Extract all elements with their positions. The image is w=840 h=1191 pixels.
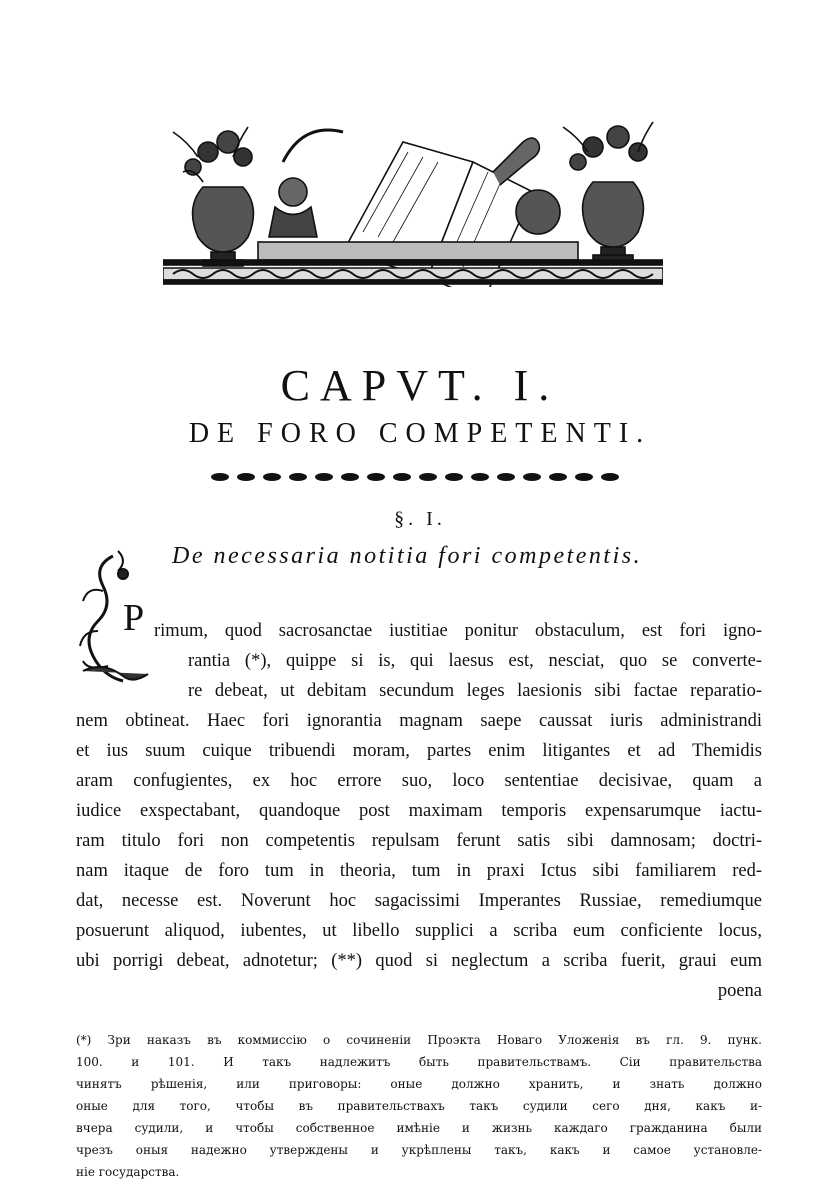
footnote-line: чрезъ оныя надежно утверждены и укрѣплены такъ, какъ и самое установле-: [76, 1143, 762, 1157]
footnote-line: оные для того, чтобы въ правительствахъ такъ судили сего дня, какъ и-: [76, 1099, 762, 1113]
body-line: aram confugientes, ex hoc errore suo, loco sententiae decisivae, quam a: [76, 771, 762, 791]
ornamental-rule-icon: [208, 470, 622, 484]
body-line: ram titulo fori non competentis repulsam ferunt satis sibi damnosam; doctri-: [76, 831, 762, 851]
body-line: posuerunt aliquod, iubentes, ut libello supplici a scriba eum conficiente locus,: [76, 921, 762, 941]
body-line: nam itaque de foro tum in theoria, tum in praxi Ictus sibi familiarem red-: [76, 861, 762, 881]
footnote-line: (*) Зри наказъ въ коммиссію о сочиненіи Проэкта Новаго Уложенія въ гл. 9. пунк.: [76, 1033, 762, 1047]
section-number: §. I.: [394, 508, 446, 530]
body-line: rantia (*), quippe si is, qui laesus est, nesciat, quo se converte-: [188, 651, 762, 671]
body-line: ubi porrigi debeat, adnotetur; (**) quod si neglectum a scriba fuerit, graui eum: [76, 951, 762, 971]
footnote-line: чинятъ рѣшенія, или приговоры: оные должно хранить, и знать должно: [76, 1077, 762, 1091]
footnote-line: ніе государства.: [76, 1165, 180, 1179]
chapter-title: CAPVT. I.: [280, 361, 560, 410]
footnote-line: вчера судили, и чтобы собственное имѣніе и жизнь каждаго гражданина были: [76, 1121, 762, 1135]
body-line: rimum, quod sacrosanctae iustitiae ponitur obstaculum, est fori igno-: [154, 621, 762, 641]
body-line: nem obtineat. Haec fori ignorantia magnam saepe caussat iuris administrandi: [76, 711, 762, 731]
body-line: re debeat, ut debitam secundum leges laesionis sibi factae reparatio-: [188, 681, 762, 701]
catchword: poena: [717, 981, 762, 1001]
body-line: et ius suum cuique tribuendi moram, partes enim litigantes et ad Themidis: [76, 741, 762, 761]
body-line: dat, necesse est. Noverunt hoc sagacissimi Imperantes Russiae, remediumque: [76, 891, 762, 911]
chapter-subtitle: DE FORO COMPETENTI.: [188, 418, 652, 449]
bust-icon: [269, 130, 343, 237]
footnote-line: 100. и 101. И такъ надлежитъ быть правительствамъ. Сіи правительства: [76, 1055, 762, 1069]
headpiece-engraving: [163, 112, 663, 287]
left-vase-icon: [173, 127, 253, 266]
right-vase-icon: [563, 122, 653, 261]
section-heading: De necessaria notitia fori competentis.: [172, 543, 643, 569]
drop-cap-letter: P: [123, 597, 145, 639]
body-line: iudice exspectabant, quandoque post maximam temporis expensarumque iactu-: [76, 801, 762, 821]
